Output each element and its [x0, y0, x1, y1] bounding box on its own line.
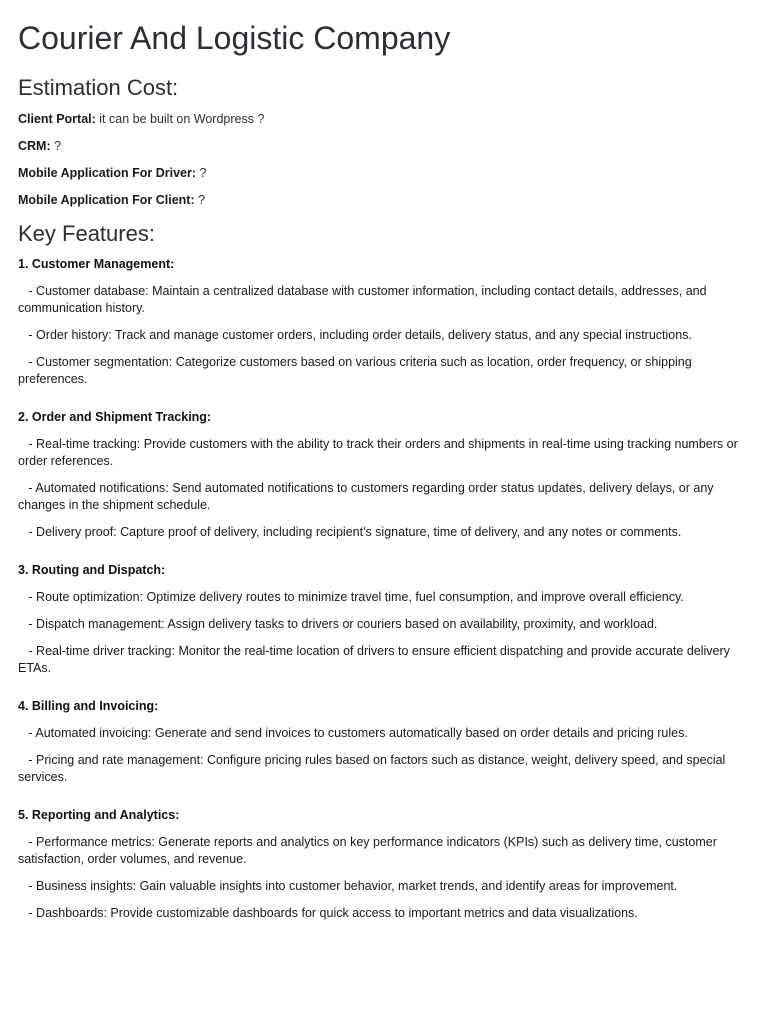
feature-group-title: 3. Routing and Dispatch: [18, 563, 166, 577]
feature-group-billing-invoicing [18, 698, 750, 786]
feature-group-reporting-analytics [18, 807, 750, 922]
feature-item: - Delivery proof: Capture proof of delivery, including recipient's signature, time of delivery, and any notes or comments. [18, 525, 682, 539]
estimation-heading: Estimation Cost: [18, 75, 179, 100]
estimation-label: Mobile Application For Client: [18, 193, 195, 207]
feature-group-title: 4. Billing and Invoicing: [18, 699, 159, 713]
feature-item: - Real-time tracking: Provide customers with the ability to track their orders and shipments in real-time using tracking numbers or order references. [18, 437, 738, 468]
estimation-item-client-app [18, 192, 750, 208]
feature-group-title: 1. Customer Management: [18, 257, 175, 271]
estimation-item-client-portal [18, 111, 750, 127]
feature-item: - Customer database: Maintain a centralized database with customer information, including contact details, addresses, and communication history. [18, 284, 707, 315]
estimation-value: ? [194, 193, 206, 207]
feature-group-customer-management [18, 256, 750, 388]
feature-group-title: 2. Order and Shipment Tracking: [18, 410, 212, 424]
estimation-item-driver-app [18, 165, 750, 181]
features-list [18, 256, 750, 922]
estimation-value: ? [50, 139, 62, 153]
features-heading: Key Features: [18, 221, 155, 246]
feature-group-title: 5. Reporting and Analytics: [18, 808, 180, 822]
feature-item: - Customer segmentation: Categorize customers based on various criteria such as location, order frequency, or shipping preferences. [18, 355, 692, 386]
page-title: Courier And Logistic Company [18, 20, 451, 56]
estimation-value: ? [196, 166, 207, 180]
feature-item: - Dispatch management: Assign delivery tasks to drivers or couriers based on availability, proximity, and workload. [18, 617, 658, 631]
feature-item: - Business insights: Gain valuable insights into customer behavior, market trends, and identify areas for improvement. [18, 879, 678, 893]
estimation-label: Client Portal: [18, 112, 96, 126]
feature-item: - Route optimization: Optimize delivery routes to minimize travel time, fuel consumption, and improve overall efficiency. [18, 590, 684, 604]
feature-item: - Real-time driver tracking: Monitor the real-time location of drivers to ensure efficient dispatching and provide accurate delivery ETAs. [18, 644, 730, 675]
estimation-item-crm [18, 138, 750, 154]
feature-group-routing-dispatch [18, 562, 750, 677]
feature-item: - Performance metrics: Generate reports and analytics on key performance indicators (KPIs) such as delivery time, customer satisfaction, order volumes, and revenue. [18, 835, 717, 866]
feature-group-order-tracking [18, 409, 750, 541]
feature-item: - Pricing and rate management: Configure pricing rules based on factors such as distance, weight, delivery speed, and special services. [18, 753, 726, 784]
estimation-label: CRM: [18, 139, 51, 153]
feature-item: - Automated invoicing: Generate and send invoices to customers automatically based on order details and pricing rules. [18, 726, 688, 740]
estimation-label: Mobile Application For Driver: [18, 166, 197, 180]
feature-item: - Order history: Track and manage customer orders, including order details, delivery status, and any special instructions. [18, 328, 692, 342]
feature-item: - Dashboards: Provide customizable dashboards for quick access to important metrics and data visualizations. [18, 906, 638, 920]
estimation-value: it can be built on Wordpress ? [95, 112, 265, 126]
estimation-list [18, 111, 750, 208]
feature-item: - Automated notifications: Send automated notifications to customers regarding order status updates, delivery delays, or any changes in the shipment schedule. [18, 481, 714, 512]
